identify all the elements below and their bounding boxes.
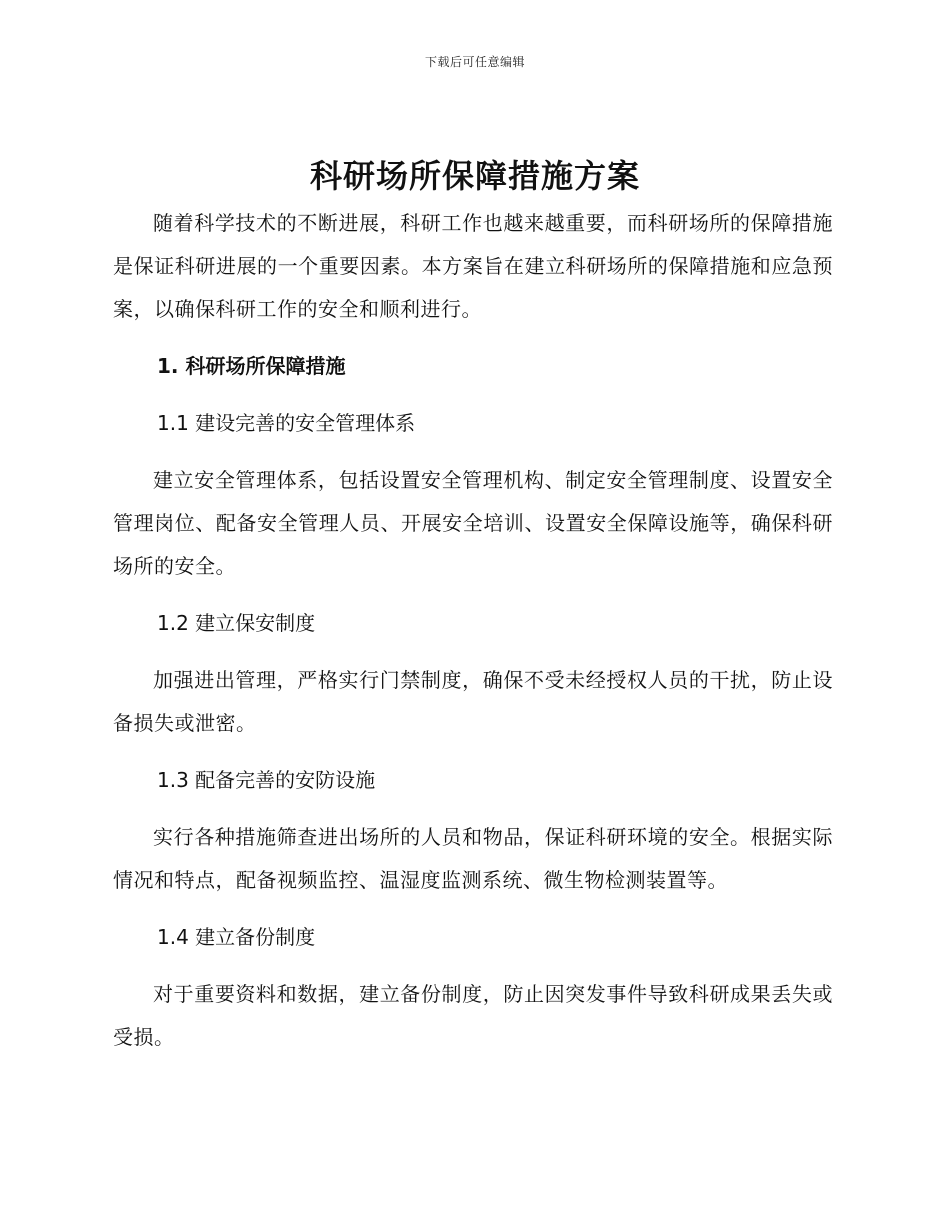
subsection-1-2-body: 加强进出管理，严格实行门禁制度，确保不受未经授权人员的干扰，防止设备损失或泄密。	[113, 668, 833, 735]
subsection-1-4-body: 对于重要资料和数据，建立备份制度，防止因突发事件导致科研成果丢失或受损。	[113, 982, 833, 1049]
header-note: 下载后可任意编辑	[424, 55, 525, 69]
section-1-heading: 1. 科研场所保障措施	[157, 354, 346, 378]
subsection-1-2-heading: 1.2 建立保安制度	[157, 611, 316, 635]
subsection-1-3-heading: 1.3 配备完善的安防设施	[157, 768, 376, 792]
subsection-1-1-body: 建立安全管理体系，包括设置安全管理机构、制定安全管理制度、设置安全管理岗位、配备安全管理人员、开展安全培训、设置安全保障设施等，确保科研场所的安全。	[113, 468, 833, 578]
intro-paragraph: 随着科学技术的不断进展，科研工作也越来越重要，而科研场所的保障措施是保证科研进展的一个重要因素。本方案旨在建立科研场所的保障措施和应急预案，以确保科研工作的安全和顺利进行。	[113, 211, 833, 321]
subsection-1-4-heading: 1.4 建立备份制度	[157, 925, 316, 949]
document-title: 科研场所保障措施方案	[309, 157, 640, 195]
document-body	[113, 202, 833, 1059]
subsection-1-3-body: 实行各种措施筛查进出场所的人员和物品，保证科研环境的安全。根据实际情况和特点，配备视频监控、温湿度监测系统、微生物检测装置等。	[113, 825, 833, 892]
subsection-1-1-heading: 1.1 建设完善的安全管理体系	[157, 411, 416, 435]
